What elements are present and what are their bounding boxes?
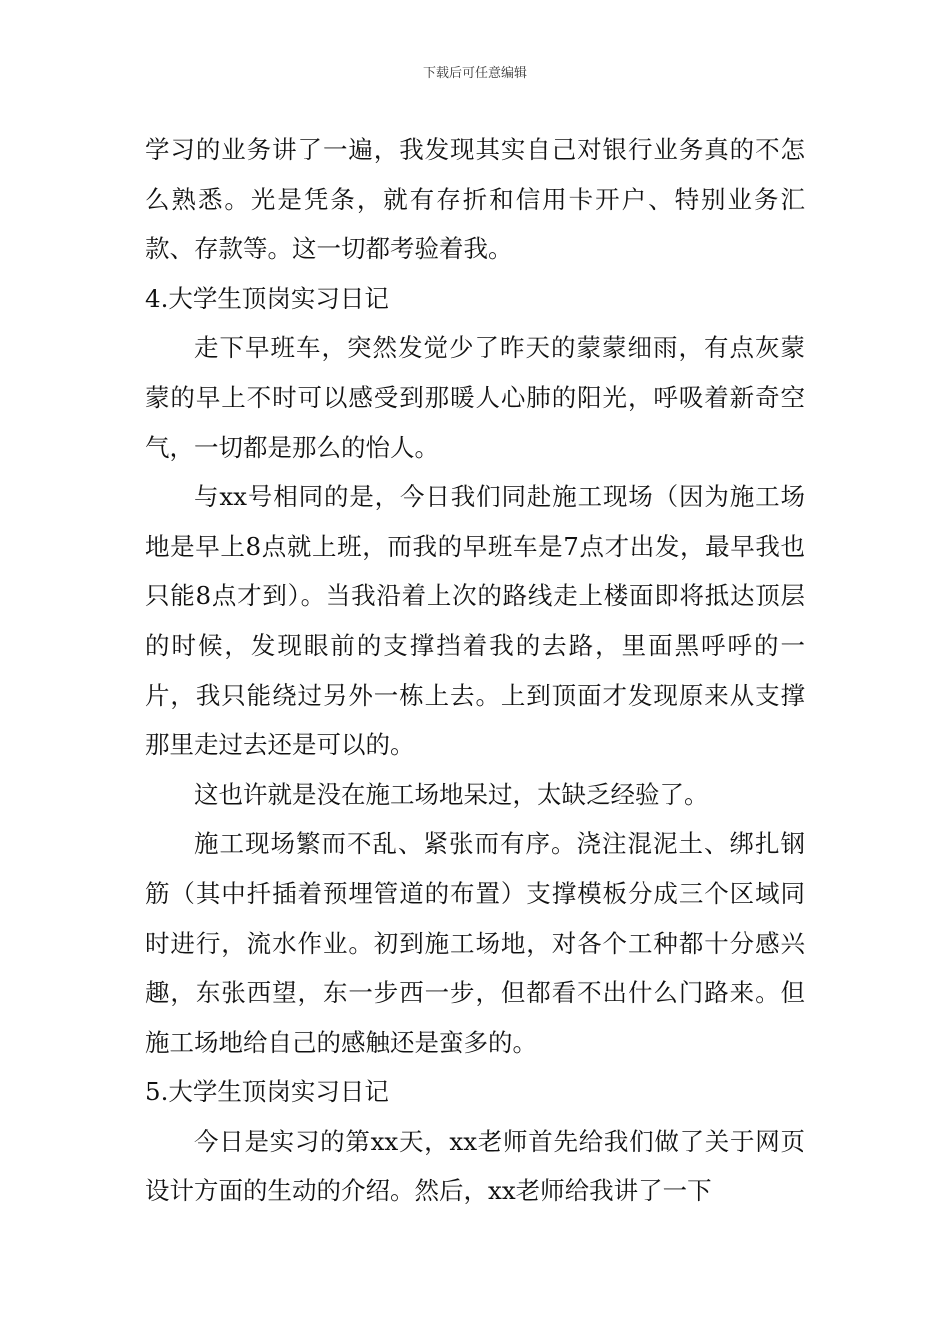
paragraph-1: 学习的业务讲了一遍，我发现其实自己对银行业务真的不怎么熟悉。光是凭条，就有存折和信用卡开户、特别业务汇款、存款等。这一切都考验着我。 — [145, 135, 805, 264]
paragraph-3: 与xx号相同的是，今日我们同赴施工现场（因为施工场地是早上8点就上班，而我的早班车是7点才出发，最早我也只能8点才到）。当我沿着上次的路线走上楼面即将抵达顶层的时候，发现眼前的支撑挡着我的去路，里面黑呼呼的一片，我只能绕过另外一栋上去。上到顶面才发现原来从支撑那里走过去还是可以的。 — [145, 482, 805, 760]
section-heading-5: 5.大学生顶岗实习日记 — [145, 1077, 389, 1107]
paragraph-6: 今日是实习的第xx天，xx老师首先给我们做了关于网页设计方面的生动的介绍。然后，xx老师给我讲了一下 — [145, 1126, 805, 1206]
section-heading-4: 4.大学生顶岗实习日记 — [145, 283, 389, 313]
paragraph-4: 这也许就是没在施工场地呆过，太缺乏经验了。 — [194, 779, 709, 809]
paragraph-5: 施工现场繁而不乱、紧张而有序。浇注混泥土、绑扎钢筋（其中扦插着预埋管道的布置）支撑模板分成三个区域同时进行，流水作业。初到施工场地，对各个工种都十分感兴趣，东张西望，东一步西一步，但都看不出什么门路来。但施工场地给自己的感触还是蛮多的。 — [145, 829, 805, 1057]
document-body — [145, 125, 805, 1216]
paragraph-2: 走下早班车，突然发觉少了昨天的蒙蒙细雨，有点灰蒙蒙的早上不时可以感受到那暖人心肺的阳光，呼吸着新奇空气，一切都是那么的怡人。 — [145, 333, 805, 462]
page-header: 下载后可任意编辑 — [422, 66, 527, 81]
